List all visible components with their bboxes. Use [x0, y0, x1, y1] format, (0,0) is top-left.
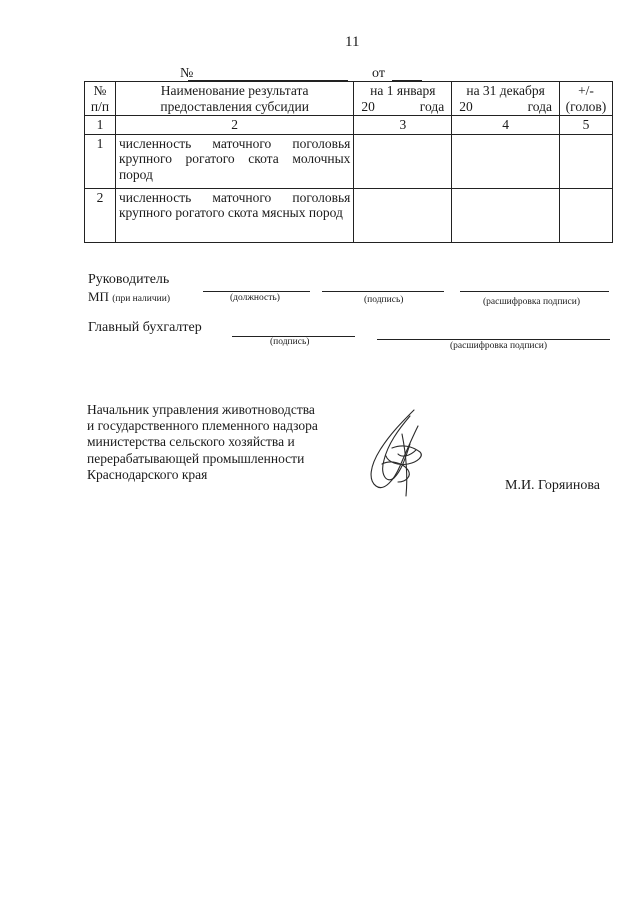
header-delta-sign: +/- [578, 83, 594, 98]
index-cell: 1 [85, 116, 116, 135]
header-jan-year-word: года [419, 98, 445, 114]
header-name: Наименование результата предоставления субсидии [115, 82, 353, 116]
row-delta-value [560, 188, 613, 242]
header-delta [560, 82, 613, 116]
index-cell: 3 [354, 116, 452, 135]
row-num: 1 [85, 134, 116, 188]
official-name: М.И. Горяинова [505, 478, 600, 493]
position-line [203, 291, 310, 292]
row-name: численность маточного поголовья крупного рогатого скота молочных пород [115, 134, 353, 188]
row-jan-value [354, 188, 452, 242]
table-index-row [85, 116, 613, 135]
table-header-row [85, 82, 613, 116]
official-title-line: перерабатывающей промышленности [87, 450, 305, 466]
position-caption: (должность) [230, 293, 280, 303]
index-cell: 5 [560, 116, 613, 135]
index-cell: 2 [115, 116, 353, 135]
head-label: Руководитель [88, 272, 170, 287]
table-row [85, 188, 613, 242]
row-dec-value [452, 188, 560, 242]
acc-decoding-line [377, 339, 610, 340]
header-jan-label: на 1 января [370, 83, 436, 98]
seal-label [88, 289, 170, 305]
header-jan-year: 20 [361, 98, 375, 114]
row-jan-value [354, 134, 452, 188]
seal-note: (при наличии) [112, 294, 170, 304]
decoding-caption: (расшифровка подписи) [483, 297, 580, 307]
header-dec [452, 82, 560, 116]
results-table [84, 81, 613, 243]
row-num: 2 [85, 188, 116, 242]
document-number-label: № [180, 66, 194, 81]
acc-decoding-caption: (расшифровка подписи) [450, 341, 547, 351]
table-row [85, 134, 613, 188]
accountant-label: Главный бухгалтер [88, 320, 202, 335]
signature-caption: (подпись) [364, 295, 404, 305]
row-delta-value [560, 134, 613, 188]
seal-text: МП [88, 289, 109, 304]
header-jan [354, 82, 452, 116]
row-dec-value [452, 134, 560, 188]
index-cell: 4 [452, 116, 560, 135]
official-title-line: Начальник управления животноводства [87, 402, 315, 417]
page-number: 11 [345, 34, 360, 50]
decoding-line [460, 291, 609, 292]
header-dec-year-word: года [527, 98, 552, 114]
row-name: численность маточного поголовья крупного рогатого скота мясных пород [115, 188, 353, 242]
header-dec-year: 20 [459, 98, 473, 114]
acc-signature-caption: (подпись) [270, 337, 310, 347]
official-title-line: министерства сельского хозяйства и [87, 434, 295, 450]
header-num: № п/п [85, 82, 116, 116]
header-delta-unit: (голов) [565, 98, 607, 114]
official-title-line: и государственного племенного надзора [87, 418, 318, 434]
signature-icon [362, 404, 432, 504]
signature-line [322, 291, 444, 292]
document-date-label: от [372, 66, 385, 81]
official-title-line: Краснодарского края [87, 466, 208, 482]
official-title [87, 402, 357, 483]
header-dec-label: на 31 декабря [466, 83, 545, 98]
